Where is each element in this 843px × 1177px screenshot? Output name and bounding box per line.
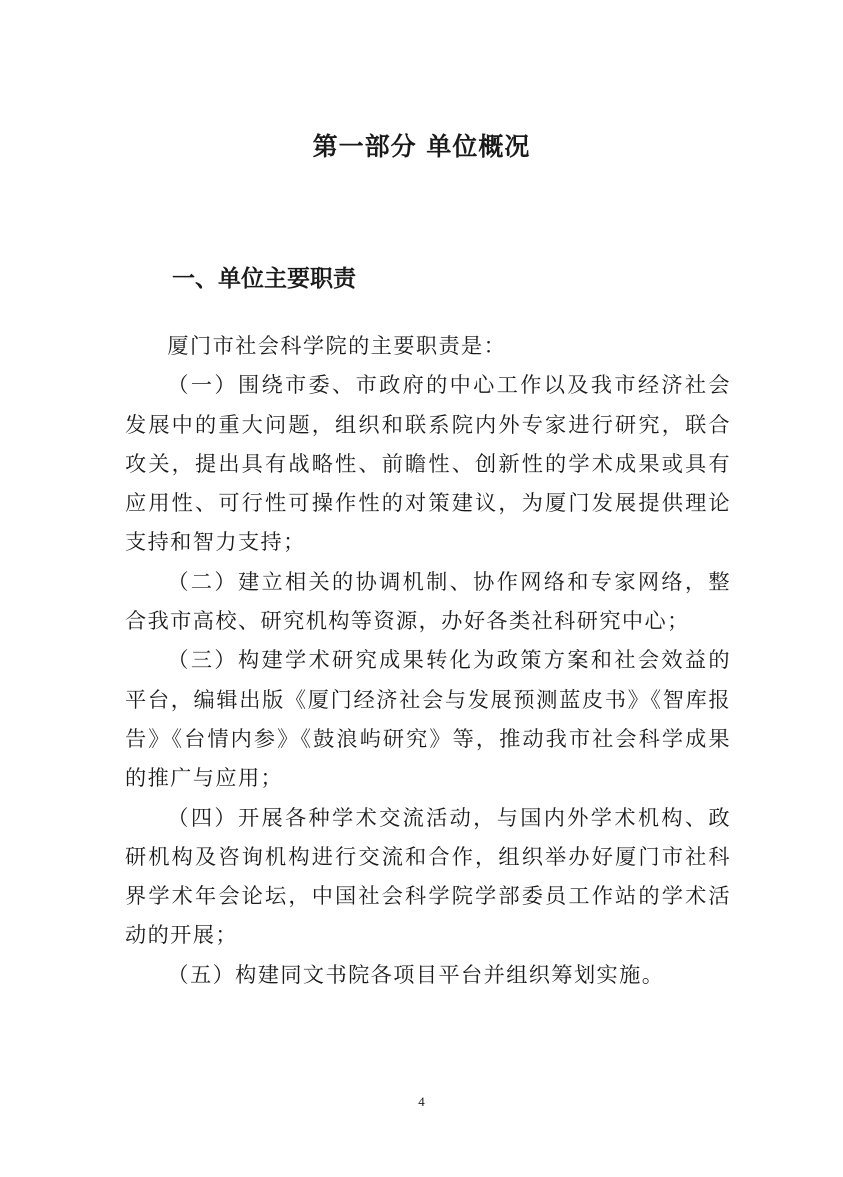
duty-item-3: （三）构建学术研究成果转化为政策方案和社会效益的平台，编辑出版《厦门经济社会与发展预测蓝皮书》《智库报告》《台情内参》《鼓浪屿研究》等，推动我市社会科学成果的推广与应用；: [125, 647, 731, 791]
intro-paragraph: 厦门市社会科学院的主要职责是：: [167, 333, 507, 358]
page-title: 第一部分 单位概况: [312, 132, 531, 161]
duty-item-1: （一）围绕市委、市政府的中心工作以及我市经济社会发展中的重大问题，组织和联系院内外专家进行研究，联合攻关，提出具有战略性、前瞻性、创新性的学术成果或具有应用性、可行性可操作性的对策建议，为厦门发展提供理论支持和智力支持；: [125, 372, 731, 555]
duty-item-4: （四）开展各种学术交流活动，与国内外学术机构、政研机构及咨询机构进行交流和合作，组织举办好厦门市社科界学术年会论坛，中国社会科学院学部委员工作站的学术活动的开展；: [125, 804, 731, 948]
page-number: 4: [418, 1094, 425, 1109]
section-heading: 一、单位主要职责: [172, 266, 356, 292]
duty-item-5: （五）构建同文书院各项目平台并组织筹划实施。: [167, 961, 665, 987]
body-text: [125, 326, 731, 994]
duty-item-2: （二）建立相关的协调机制、协作网络和专家网络，整合我市高校、研究机构等资源，办好各类社科研究中心；: [125, 568, 731, 634]
